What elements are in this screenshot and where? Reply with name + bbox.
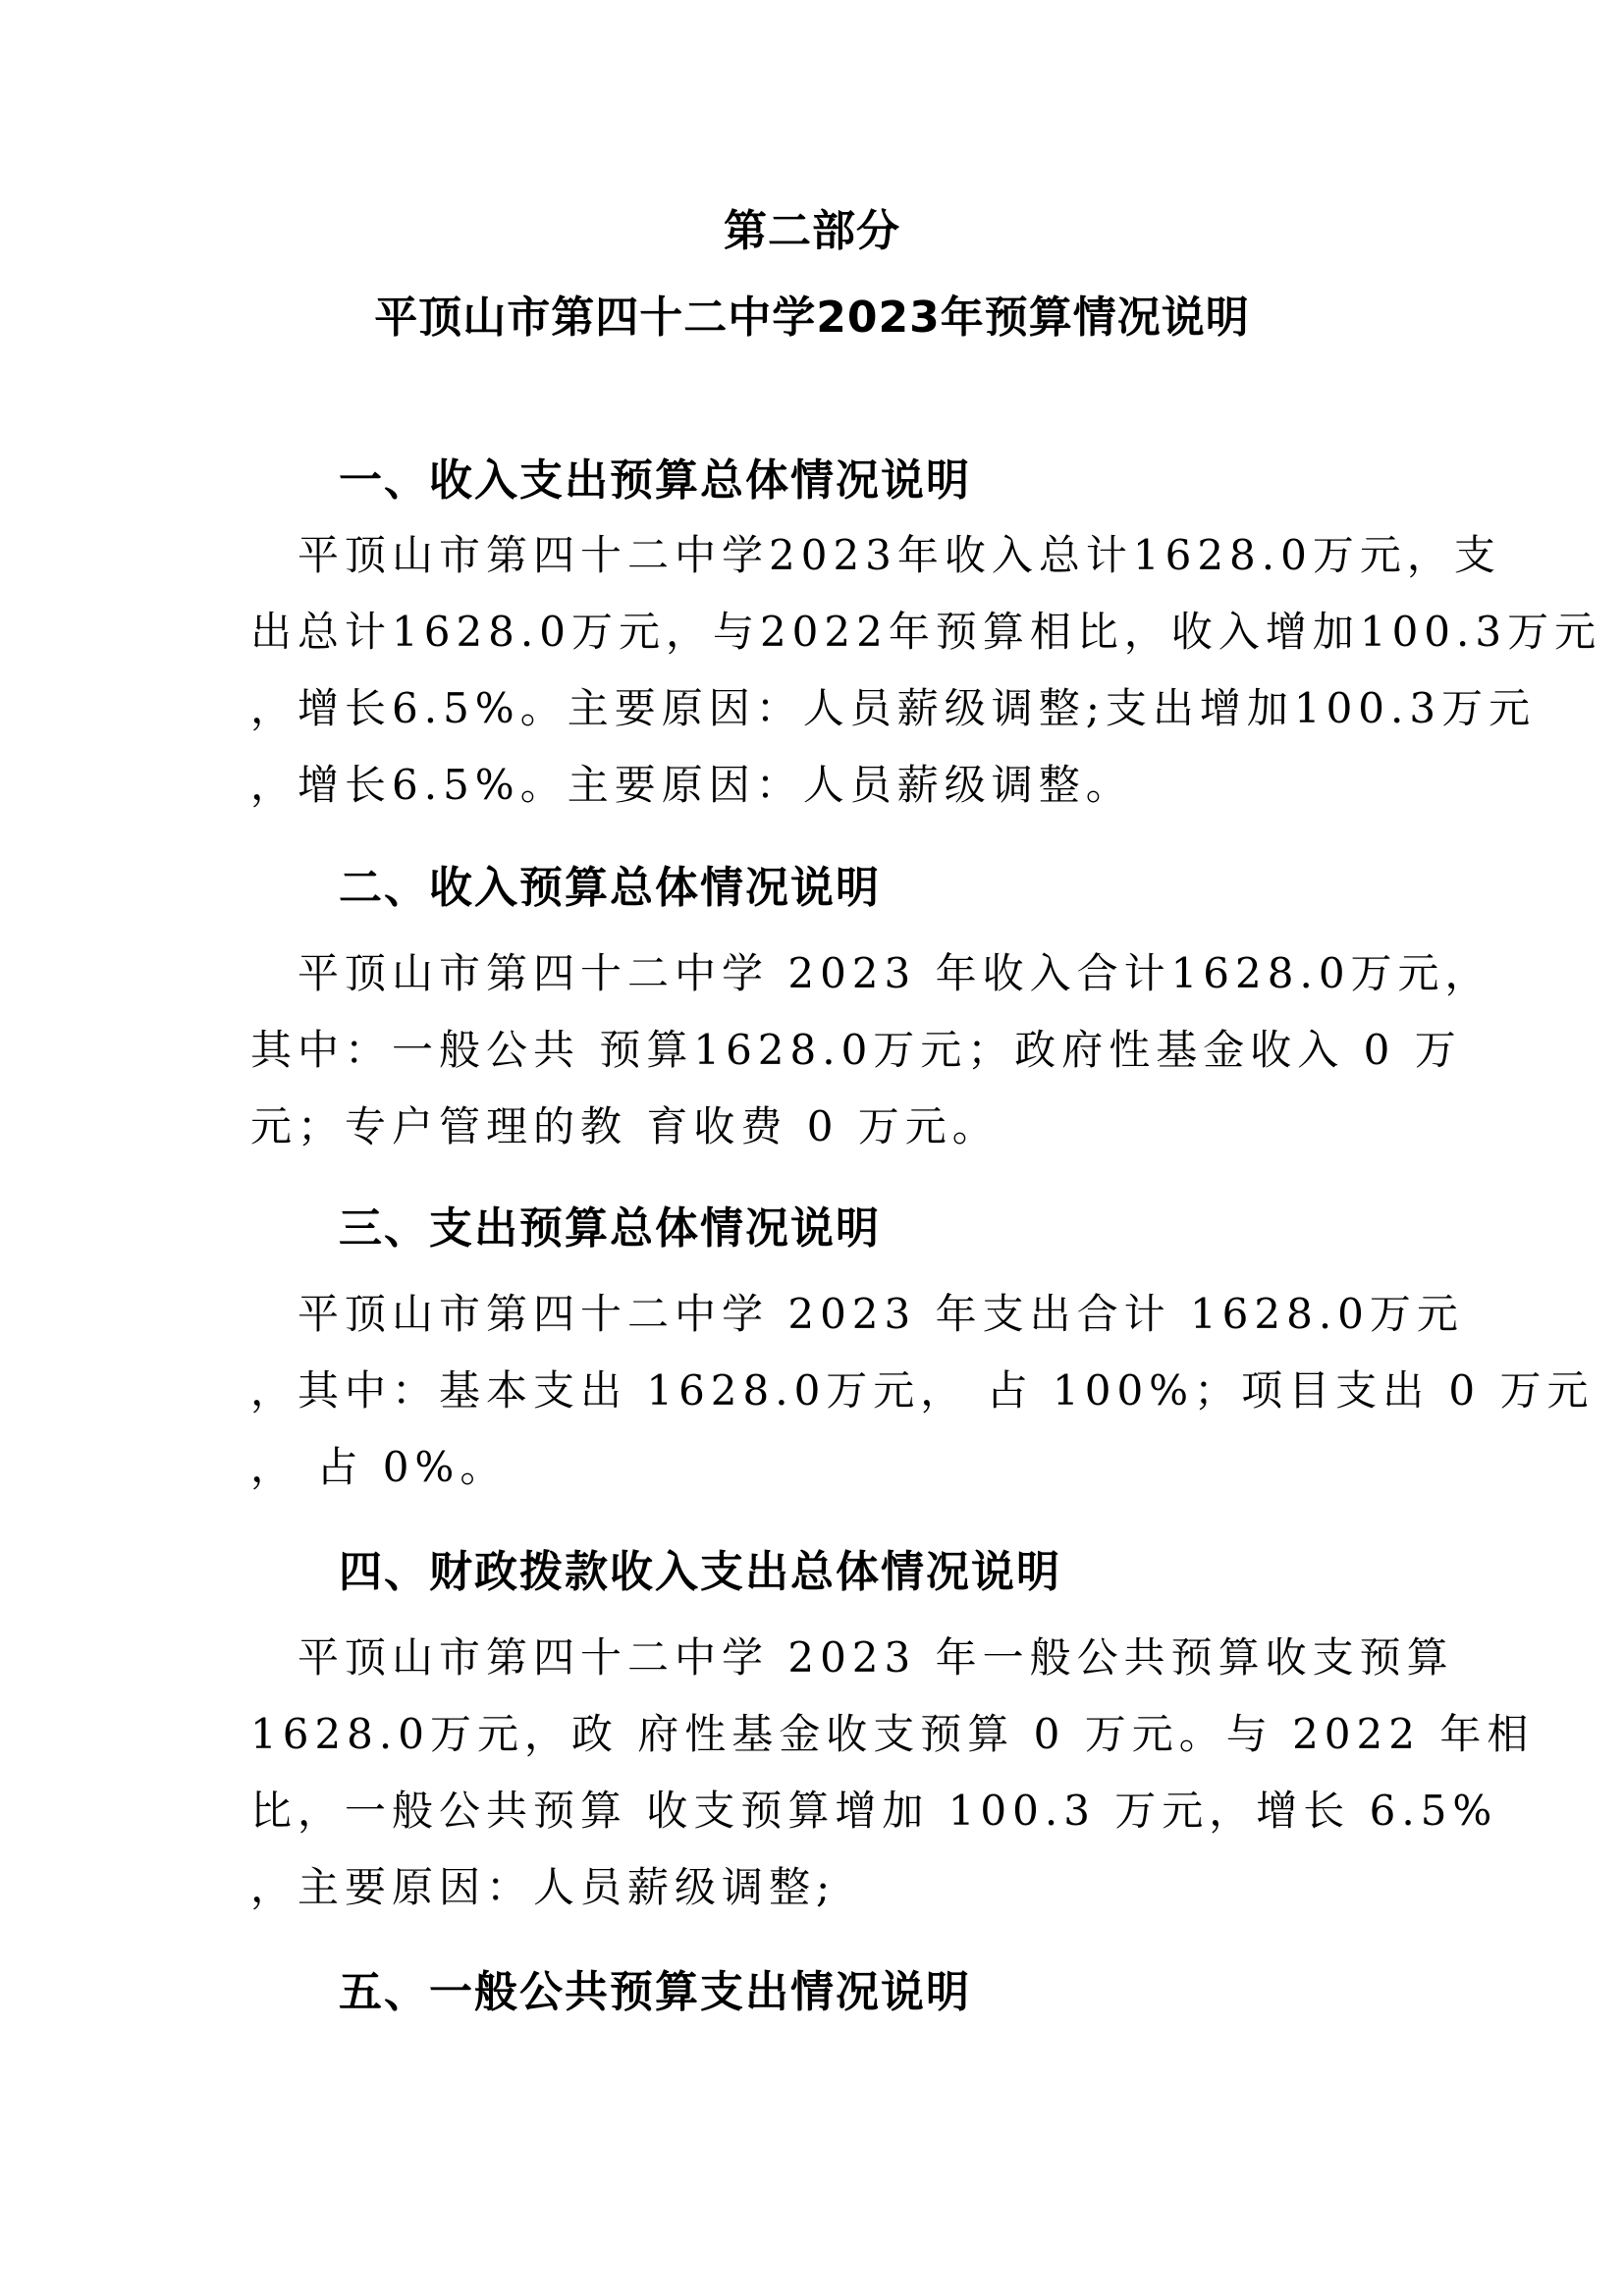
section-heading-2: 二、收入预算总体情况说明 bbox=[339, 863, 881, 913]
paragraph-line: 1628.0万元，政 府性基金收支预算 0 万元。与 2022 年相 bbox=[250, 1710, 1535, 1758]
document-title: 平顶山市第四十二中学2023年预算情况说明 bbox=[374, 293, 1250, 343]
section-body-2 bbox=[250, 935, 1492, 1165]
part-label: 第二部分 bbox=[724, 206, 900, 256]
paragraph-line: ，增长6.5%。主要原因：人员薪级调整。 bbox=[250, 761, 1133, 809]
section-heading-3: 三、支出预算总体情况说明 bbox=[339, 1203, 881, 1254]
section-body-1 bbox=[250, 517, 1602, 824]
paragraph-line: 平顶山市第四十二中学 2023 年收入合计1628.0万元， bbox=[250, 949, 1492, 997]
paragraph-line: ，增长6.5%。主要原因：人员薪级调整;支出增加100.3万元 bbox=[250, 684, 1537, 732]
paragraph-line: 平顶山市第四十二中学 2023 年一般公共预算收支预算 bbox=[250, 1633, 1454, 1682]
paragraph-line: 平顶山市第四十二中学2023年收入总计1628.0万元，支 bbox=[250, 531, 1501, 579]
section-body-4 bbox=[250, 1620, 1535, 1926]
paragraph-line: 出总计1628.0万元，与2022年预算相比，收入增加100.3万元 bbox=[250, 608, 1602, 656]
section-heading-4: 四、财政拨款收入支出总体情况说明 bbox=[339, 1547, 1061, 1597]
paragraph-line: 其中：一般公共 预算1628.0万元；政府性基金收入 0 万 bbox=[250, 1026, 1462, 1074]
paragraph-line: ，主要原因：人员薪级调整; bbox=[250, 1863, 837, 1911]
paragraph-line: 比，一般公共预算 收支预算增加 100.3 万元，增长 6.5% bbox=[250, 1787, 1498, 1835]
paragraph-line: ， 占 0%。 bbox=[250, 1443, 508, 1491]
section-heading-1: 一、收入支出预算总体情况说明 bbox=[339, 455, 971, 506]
section-heading-5: 五、一般公共预算支出情况说明 bbox=[339, 1967, 971, 2017]
paragraph-line: 元；专户管理的教 育收费 0 万元。 bbox=[250, 1102, 1000, 1150]
paragraph-line: ，其中：基本支出 1628.0万元， 占 100%；项目支出 0 万元 bbox=[250, 1366, 1595, 1415]
section-body-3 bbox=[250, 1276, 1595, 1506]
paragraph-line: 平顶山市第四十二中学 2023 年支出合计 1628.0万元 bbox=[250, 1290, 1464, 1338]
